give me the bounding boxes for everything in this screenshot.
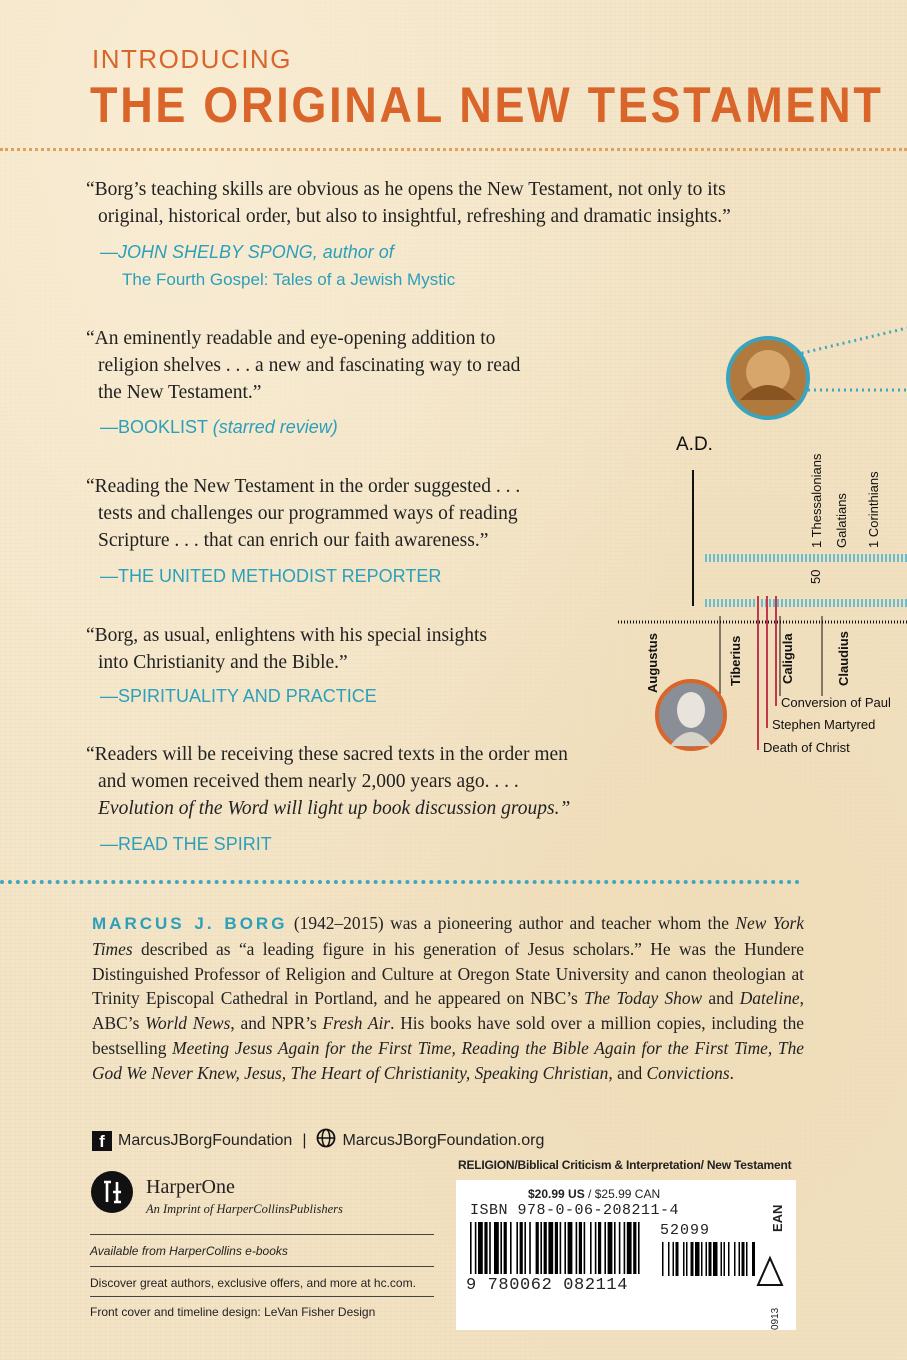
triangle-icon <box>755 1255 785 1289</box>
publisher-rule <box>90 1234 434 1235</box>
barcode-bar <box>484 1222 487 1274</box>
barcode-bar <box>529 1222 531 1274</box>
barcode-bar <box>520 1222 523 1274</box>
barcode-bar <box>564 1222 566 1274</box>
event-death-of-christ: Death of Christ <box>763 740 850 755</box>
barcode-bar <box>598 1222 601 1274</box>
bio-text: , and NPR’s <box>230 1013 323 1034</box>
barcode-bar <box>470 1222 472 1274</box>
emperor-claudius: Claudius <box>836 631 851 686</box>
barcode-bar <box>478 1222 483 1274</box>
barcode-bar <box>590 1222 592 1274</box>
bio-text: , ABC’s <box>92 988 804 1034</box>
addon-bar <box>728 1242 730 1276</box>
publisher-rule <box>90 1266 434 1267</box>
quote-line: “An eminently readable and eye-opening addition to <box>86 328 496 349</box>
quote-line: and women received them nearly 2,000 years ago. . . . <box>98 771 519 792</box>
addon-bar <box>676 1242 679 1276</box>
addon-bar <box>713 1242 718 1276</box>
timeline-era: A.D. <box>676 434 713 455</box>
publisher-imprint <box>146 1202 343 1217</box>
quote-line: tests and challenges our programmed ways of reading <box>98 503 518 524</box>
addon-bar <box>721 1242 723 1276</box>
barcode-bar <box>560 1222 562 1274</box>
barcode-bar <box>579 1222 582 1274</box>
bio-text: and <box>612 1062 647 1083</box>
bio-text: Fresh Air <box>322 1013 391 1034</box>
bio-text: Dateline <box>739 988 800 1009</box>
bio-text: The Today Show <box>584 988 703 1009</box>
imprint-text: Publishers <box>289 1202 343 1216</box>
price-us: $20.99 US <box>528 1187 585 1201</box>
barcode-bar <box>624 1222 626 1274</box>
addon-bar <box>746 1242 748 1276</box>
attribution-readthespirit: —READ THE SPIRIT <box>100 834 272 854</box>
barcode-bar <box>548 1222 553 1274</box>
publisher-rule <box>90 1296 434 1297</box>
barcode-bar <box>510 1222 512 1274</box>
addon-bar <box>706 1242 708 1276</box>
bio-text: . His books have sold over a million copies, including the bestselling <box>92 1013 804 1058</box>
globe-icon <box>316 1128 336 1153</box>
addon-bar <box>686 1242 688 1276</box>
addon-bar <box>709 1242 712 1276</box>
divider-top <box>0 148 907 151</box>
attribution-name: —JOHN SHELBY SPONG, author of <box>100 242 394 262</box>
emperor-augustus: Augustus <box>645 633 660 693</box>
letter-1-corinthians: 1 Corinthians <box>866 471 881 548</box>
addon-bar <box>739 1242 741 1276</box>
quote-line: Evolution of the Word will light up book discussion groups.” <box>98 798 571 819</box>
addon-bar <box>734 1242 736 1276</box>
barcode-bar <box>627 1222 632 1274</box>
quote-line: “Borg’s teaching skills are obvious as he opens the New Testament, not only to its <box>86 179 726 200</box>
price <box>528 1187 660 1201</box>
barcode-bar <box>500 1222 502 1274</box>
emperor-tiberius: Tiberius <box>728 635 743 686</box>
addon-bar <box>742 1242 745 1276</box>
attribution-booklist <box>100 417 338 438</box>
barcode-bar <box>604 1222 606 1274</box>
attribution-spong <box>100 242 394 263</box>
barcode-bar <box>584 1222 586 1274</box>
facebook-icon: f <box>92 1131 112 1151</box>
barcode-bar <box>614 1222 616 1274</box>
harperone-logo <box>90 1170 134 1214</box>
isbn-text: ISBN 978-0-06-208211-4 <box>470 1202 680 1219</box>
attribution-name: —BOOKLIST <box>100 417 208 437</box>
intro-heading: INTRODUCING <box>92 44 292 74</box>
bio-text: described as “a leading figure in his generation of Jesus scholars.” He was the Hundere Distinguished Professor of Religion and Culture at Oregon State University and canon theologian at Trinity Episcopal Cathedral in Portland, and he appeared on NBC’s <box>92 938 804 1009</box>
discover-note: Discover great authors, exclusive offers, and more at hc.com. <box>90 1276 416 1290</box>
addon-bar <box>701 1242 703 1276</box>
author-name: MARCUS J. BORG <box>92 914 288 933</box>
bio-text: and <box>702 988 740 1009</box>
addon-digits: 52099 <box>660 1222 711 1239</box>
bio-text: (1942–2015) was a pioneering author and teacher whom the <box>287 913 736 933</box>
barcode-bar <box>475 1222 477 1274</box>
addon-bar <box>683 1242 685 1276</box>
barcode-bar <box>619 1222 621 1274</box>
barcode-bar <box>536 1222 539 1274</box>
bio-text: Convictions <box>646 1062 730 1083</box>
ean-barcode <box>470 1222 760 1278</box>
letter-1-thessalonians: 1 Thessalonians <box>809 453 824 548</box>
barcode-bar <box>504 1222 507 1274</box>
publisher-name: HarperOne <box>146 1176 235 1198</box>
timeline-year: 50 <box>808 569 823 584</box>
ean-label: EAN <box>770 1204 785 1232</box>
attribution-spong-book: The Fourth Gospel: Tales of a Jewish Mystic <box>122 270 456 289</box>
barcode-code: 0913 <box>770 1307 781 1330</box>
emperor-portrait-detail <box>677 692 705 728</box>
addon-bar <box>668 1242 670 1276</box>
emperor-caligula: Caligula <box>780 633 795 684</box>
quote-line: “Reading the New Testament in the order suggested . . . <box>86 476 521 497</box>
quote-1 <box>86 176 806 230</box>
timeline-connector <box>790 328 907 356</box>
quote-line: religion shelves . . . a new and fascinating way to read <box>98 355 521 376</box>
divider-bio <box>0 880 800 884</box>
author-bio <box>92 911 804 1086</box>
bio-text: Meeting Jesus Again for the First Time, Reading the Bible Again for the First Time, The God We Never Knew, Jesus, The Heart of Christianity, Speaking Christian, <box>92 1037 804 1083</box>
barcode-bar <box>540 1222 542 1274</box>
quote-line: “Readers will be receiving these sacred texts in the order men <box>86 744 568 765</box>
barcode-bar <box>494 1222 499 1274</box>
design-credit: Front cover and timeline design: LeVan Fisher Design <box>90 1305 376 1319</box>
ebooks-note: Available from HarperCollins e-books <box>90 1244 288 1258</box>
website-link[interactable]: MarcusJBorgFoundation.org <box>342 1131 545 1149</box>
barcode-bar <box>544 1222 547 1274</box>
addon-bar <box>695 1242 700 1276</box>
imprint-text: An Imprint of HarperCollins <box>146 1202 290 1216</box>
event-stephen-martyred: Stephen Martyred <box>772 717 876 732</box>
barcode-bar <box>524 1222 526 1274</box>
barcode-bar <box>568 1222 573 1274</box>
ean-digits: 9 780062 082114 <box>466 1276 629 1295</box>
barcode-bar <box>608 1222 613 1274</box>
barcode-bar <box>633 1222 636 1274</box>
barcode-bar <box>555 1222 558 1274</box>
addon-bar <box>673 1242 675 1276</box>
price-separator: / <box>584 1187 595 1201</box>
quote-line: the New Testament.” <box>98 382 262 403</box>
quote-line: “Borg, as usual, enlightens with his special insights <box>86 625 487 646</box>
bisac-category: RELIGION/Biblical Criticism & Interpretation/ New Testament <box>458 1158 792 1172</box>
barcode-bar <box>576 1222 578 1274</box>
barcode-bar <box>638 1222 640 1274</box>
bio-text: . <box>729 1062 734 1083</box>
quote-line: into Christianity and the Bible.” <box>98 652 348 673</box>
quote-line: Scripture . . . that can enrich our faith awareness.” <box>98 530 489 551</box>
attribution-methodist: —THE UNITED METHODIST REPORTER <box>100 566 442 586</box>
quote-line: original, historical order, but also to insightful, refreshing and dramatic insights.” <box>98 206 731 227</box>
addon-bar <box>691 1242 694 1276</box>
bio-text: New York Times <box>92 913 804 959</box>
event-conversion-of-paul: Conversion of Paul <box>781 695 891 710</box>
attribution-note: (starred review) <box>212 417 338 437</box>
attribution-spirituality: —SPIRITUALITY AND PRACTICE <box>100 686 377 706</box>
price-can: $25.99 CAN <box>594 1187 661 1201</box>
addon-bar <box>724 1242 726 1276</box>
addon-bar <box>662 1242 664 1276</box>
barcode-bar <box>516 1222 518 1274</box>
social-links <box>92 1128 544 1153</box>
letter-galatians: Galatians <box>834 493 849 548</box>
bio-text: World News <box>145 1013 231 1034</box>
book-title: THE ORIGINAL NEW TESTAMENT <box>90 77 884 133</box>
separator: | <box>302 1131 307 1149</box>
barcode-bar <box>489 1222 491 1274</box>
barcode-bar <box>595 1222 597 1274</box>
facebook-link[interactable]: MarcusJBorgFoundation <box>118 1131 293 1149</box>
